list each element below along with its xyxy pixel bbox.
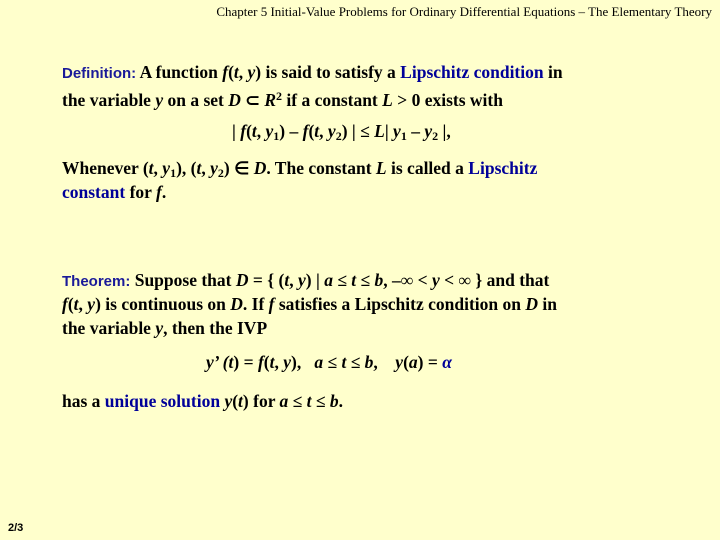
ivp-equation: y’ (t) = f(t, y), a ≤ t ≤ b, y(a) = α bbox=[206, 352, 452, 372]
lipschitz-inequality: | f(t, $y_1) - f(t$, $y_2$) | ≤ L| $y_1 - y_2$ |, bbox=[232, 121, 451, 143]
page-number: 2/3 bbox=[8, 522, 24, 534]
whenever-line-1: Whenever (t, $y_1$), (t, $y_2$) ∈ D. The constant L is called a Lipschitz bbox=[62, 158, 538, 180]
unique-solution-term: unique solution bbox=[104, 391, 221, 411]
unique-solution-line: has a unique solution y(t) for a ≤ t ≤ b. bbox=[62, 391, 343, 411]
slide-header: Chapter 5 Initial-Value Problems for Ordinary Differential Equations – The Elementary Theory bbox=[216, 4, 712, 19]
definition-label: Definition: bbox=[62, 65, 137, 82]
theorem-line-2: f(t, y) is continuous on D. If f satisfies a Lipschitz condition on D in bbox=[62, 294, 557, 314]
lipschitz-term: Lipschitz bbox=[468, 158, 538, 178]
definition-line-1: Definition: A function f(t, y) is said to satisfy a Lipschitz condition in bbox=[62, 62, 563, 82]
whenever-line-2: constant for f. bbox=[62, 182, 167, 202]
theorem-label: Theorem: bbox=[62, 273, 131, 290]
definition-line-2: the variable y on a set D ⊂ $R^2$ if a constant L > 0 exists with bbox=[62, 89, 503, 110]
lipschitz-condition-term: Lipschitz condition bbox=[400, 62, 544, 82]
constant-term: constant bbox=[62, 182, 126, 202]
theorem-line-3: the variable y, then the IVP bbox=[62, 318, 268, 338]
theorem-line-1: Theorem: Suppose that D = { (t, y) | a ≤ t ≤ b, –∞ < y < ∞ } and that bbox=[62, 270, 550, 290]
